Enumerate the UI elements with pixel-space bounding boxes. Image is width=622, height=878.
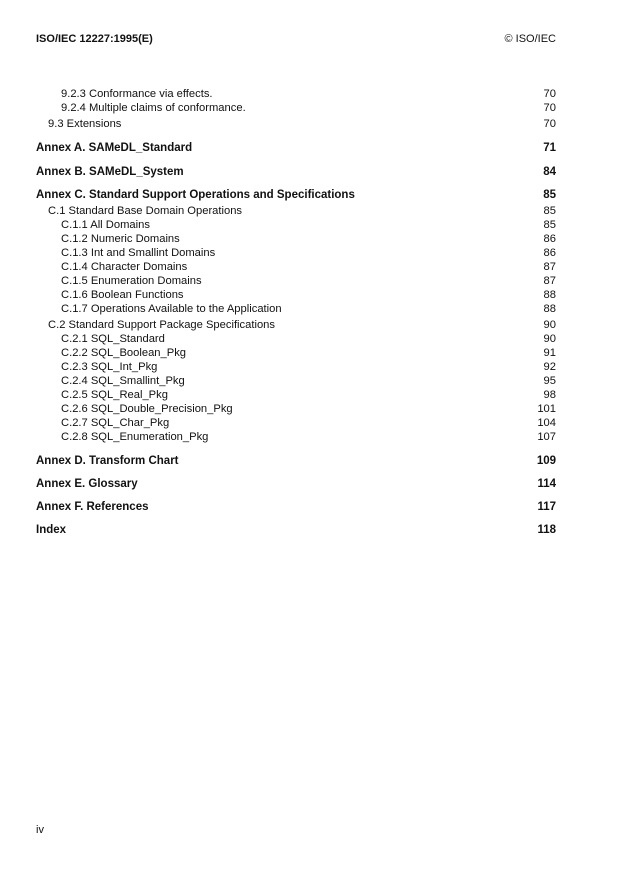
toc-entry[interactable] [36, 117, 556, 131]
toc-entry-page: 118 [537, 524, 556, 536]
toc-entry[interactable] [36, 318, 556, 332]
toc-entry[interactable] [36, 218, 556, 232]
toc-entry-title: C.2.6 SQL_Double_Precision_Pkg [61, 403, 233, 415]
toc-annex-entry[interactable] [36, 141, 556, 155]
toc-entry-title: C.2.7 SQL_Char_Pkg [61, 417, 170, 429]
toc-entry-title: Annex A. SAMeDL_Standard [36, 142, 193, 154]
toc-entry[interactable] [36, 246, 556, 260]
toc-annex-entry[interactable] [36, 477, 556, 491]
toc-entry-title: C.1.4 Character Domains [61, 261, 188, 273]
standard-id: ISO/IEC 12227:1995(E) [36, 33, 153, 45]
toc-entry[interactable] [36, 332, 556, 346]
toc-entry-page: 101 [537, 403, 556, 415]
toc-entry-page: 70 [543, 102, 556, 114]
toc-entry-title: 9.3 Extensions [48, 118, 122, 130]
toc-annex-entry[interactable] [36, 188, 556, 202]
toc-entry-page: 86 [543, 247, 556, 259]
toc-entry-title: Annex E. Glossary [36, 478, 138, 490]
toc-entry[interactable] [36, 87, 556, 101]
toc-entry-page: 98 [543, 389, 556, 401]
toc-entry[interactable] [36, 260, 556, 274]
toc-entry-page: 84 [543, 166, 556, 178]
copyright-notice: © ISO/IEC [504, 33, 556, 45]
toc-entry[interactable] [36, 274, 556, 288]
toc-entry-page: 114 [537, 478, 556, 490]
toc-entry-page: 91 [543, 347, 556, 359]
toc-entry-title: C.1.1 All Domains [61, 219, 150, 231]
toc-entry-title: C.1.7 Operations Available to the Application [61, 303, 282, 315]
page-number: iv [36, 824, 44, 836]
toc-entry[interactable] [36, 204, 556, 218]
toc-entry[interactable] [36, 101, 556, 115]
toc-entry[interactable] [36, 302, 556, 316]
toc-entry-title: C.1.5 Enumeration Domains [61, 275, 202, 287]
toc-entry[interactable] [36, 388, 556, 402]
toc-entry-page: 107 [537, 431, 556, 443]
toc-entry[interactable] [36, 416, 556, 430]
toc-entry-title: Index [36, 524, 67, 536]
toc-entry-title: C.2.3 SQL_Int_Pkg [61, 361, 158, 373]
toc-entry-title: C.2 Standard Support Package Specifications [48, 319, 275, 331]
toc-entry-page: 71 [543, 142, 556, 154]
toc-entry-title: Annex D. Transform Chart [36, 455, 179, 467]
toc-entry-page: 88 [543, 289, 556, 301]
toc-entry[interactable] [36, 288, 556, 302]
toc-entry[interactable] [36, 232, 556, 246]
toc-entry-title: Annex B. SAMeDL_System [36, 166, 184, 178]
toc-entry-page: 95 [543, 375, 556, 387]
toc-entry-page: 92 [543, 361, 556, 373]
toc-entry[interactable] [36, 374, 556, 388]
toc-entry-title: C.2.8 SQL_Enumeration_Pkg [61, 431, 209, 443]
toc-entry-title: C.2.1 SQL_Standard [61, 333, 165, 345]
toc-entry-title: Annex C. Standard Support Operations and Specifications [36, 189, 355, 201]
toc-entry-page: 85 [543, 219, 556, 231]
toc-entry[interactable] [36, 402, 556, 416]
toc-entry-page: 70 [543, 118, 556, 130]
toc-entry-title: C.1 Standard Base Domain Operations [48, 205, 243, 217]
toc-annex-entry[interactable] [36, 165, 556, 179]
toc-entry-title: Annex F. References [36, 501, 149, 513]
toc-annex-entry[interactable] [36, 454, 556, 468]
toc-entry-page: 86 [543, 233, 556, 245]
toc-annex-entry[interactable] [36, 500, 556, 514]
toc-entry-title: C.1.6 Boolean Functions [61, 289, 184, 301]
toc-entry-page: 90 [543, 333, 556, 345]
toc-entry[interactable] [36, 430, 556, 444]
toc-entry-page: 117 [537, 501, 556, 513]
toc-entry[interactable] [36, 360, 556, 374]
toc-entry-title: 9.2.3 Conformance via effects. [61, 88, 213, 100]
toc-entry-title: C.2.2 SQL_Boolean_Pkg [61, 347, 187, 359]
toc-entry-title: C.2.5 SQL_Real_Pkg [61, 389, 168, 401]
toc-entry-page: 109 [536, 455, 556, 467]
toc-entry-title: 9.2.4 Multiple claims of conformance. [61, 102, 246, 114]
toc-entry-page: 85 [543, 205, 556, 217]
toc-entry-page: 104 [537, 417, 556, 429]
toc-entry-title: C.1.2 Numeric Domains [61, 233, 180, 245]
toc-entry-title: C.1.3 Int and Smallint Domains [61, 247, 216, 259]
toc-entry-page: 88 [543, 303, 556, 315]
toc-entry-title: C.2.4 SQL_Smallint_Pkg [61, 375, 185, 387]
toc-entry-page: 70 [543, 88, 556, 100]
toc-entry-page: 90 [543, 319, 556, 331]
toc-annex-entry[interactable] [36, 523, 556, 537]
toc-entry-page: 87 [543, 261, 556, 273]
toc-entry-page: 87 [543, 275, 556, 287]
table-of-contents [36, 0, 556, 560]
toc-entry[interactable] [36, 346, 556, 360]
toc-entry-page: 85 [543, 189, 556, 201]
